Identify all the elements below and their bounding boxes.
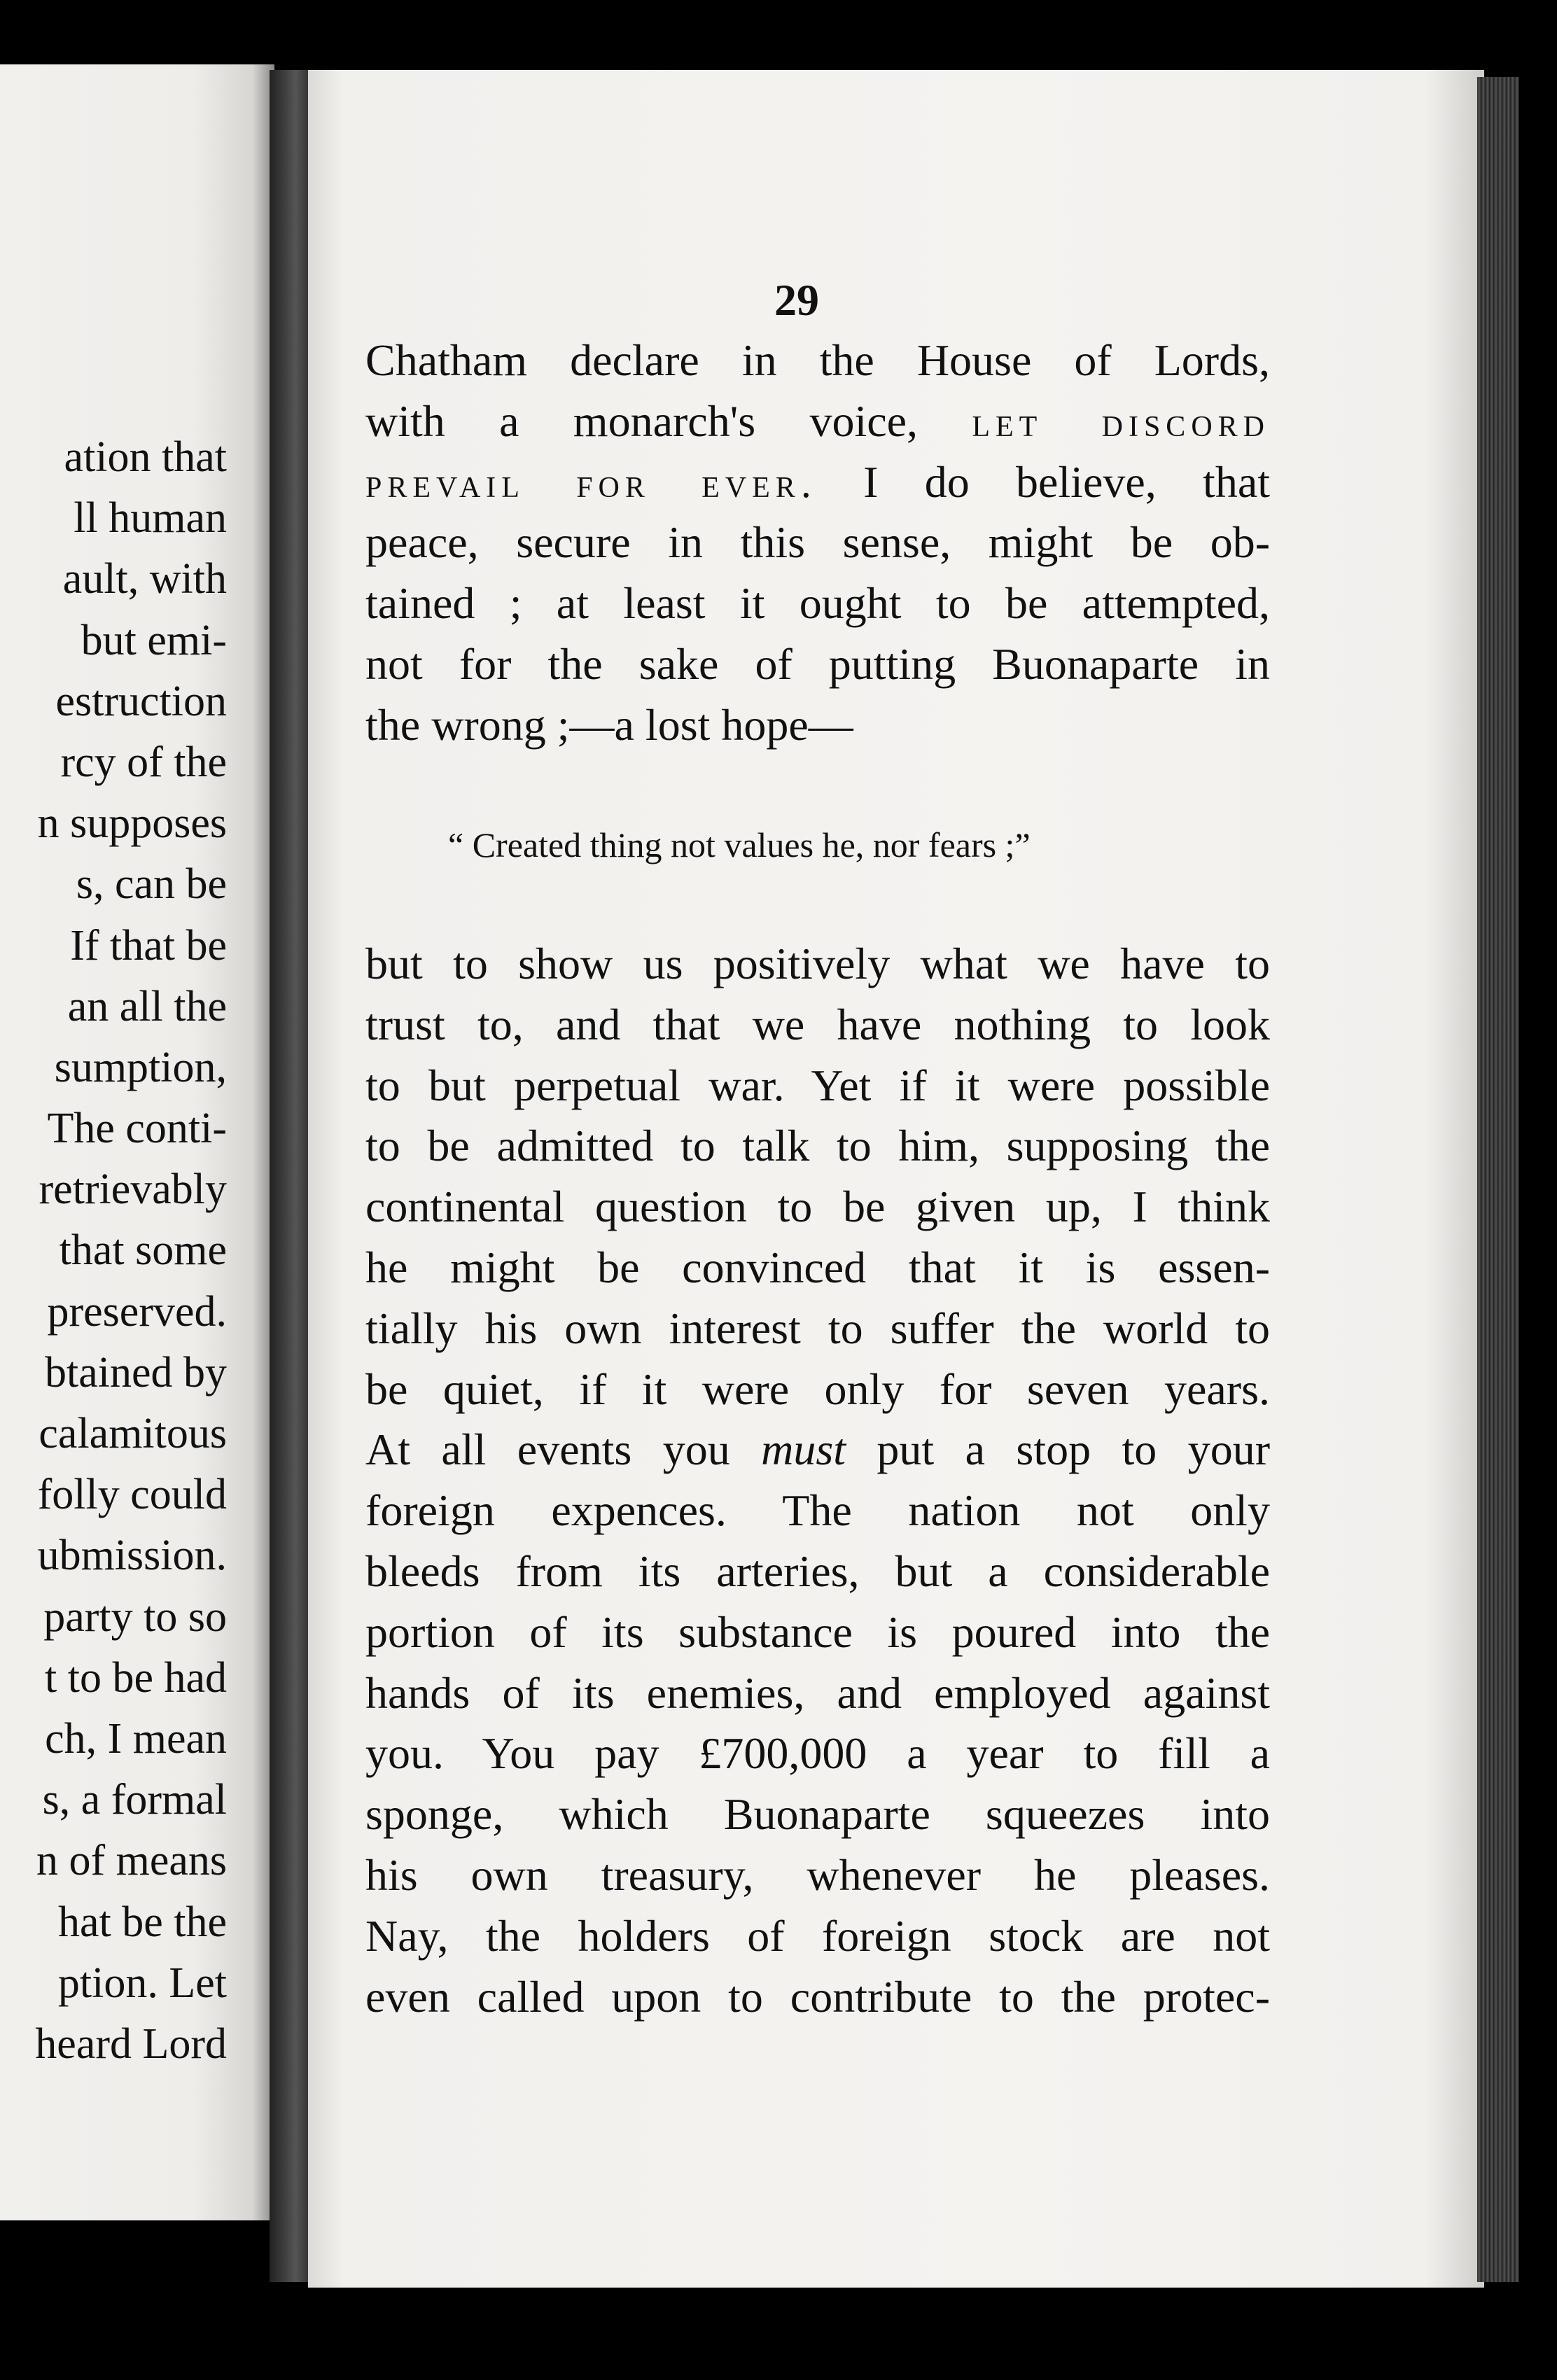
text-line: he might be convinced that it is essen- (365, 1242, 1270, 1292)
text-line: Chatham declare in the House of Lords, (365, 335, 1270, 385)
left-line: The conti- (47, 1105, 227, 1153)
text-line: sponge, which Buonaparte squeezes into (365, 1789, 1270, 1840)
paragraph-1 (365, 330, 1270, 756)
text-span: I do believe, that (863, 456, 1270, 507)
text-line: you. You pay £700,000 a year to fill a (365, 1728, 1270, 1779)
text-line: tially his own interest to suffer the world to (365, 1303, 1270, 1353)
left-line: rcy of the (60, 738, 227, 786)
text-line: bleeds from its arteries, but a considerable (365, 1546, 1270, 1596)
text-line: not for the sake of putting Buonaparte in (365, 638, 1270, 689)
text-line: continental question to be given up, I think (365, 1182, 1270, 1232)
text-line: tained ; at least it ought to be attempted, (365, 578, 1270, 629)
left-line: retrievably (39, 1166, 227, 1214)
left-page (0, 64, 274, 2220)
page-number: 29 (774, 275, 819, 325)
left-line: n of means (36, 1837, 227, 1885)
small-caps-text: prevail for ever. (365, 459, 817, 506)
left-line: party to so (43, 1592, 227, 1641)
left-line: preserved. (47, 1287, 227, 1336)
text-line: his own treasury, whenever he pleases. (365, 1849, 1270, 1900)
left-line: that some (59, 1226, 227, 1275)
left-line: ll human (74, 494, 227, 542)
text-line: be quiet, if it were only for seven years. (365, 1364, 1270, 1414)
text-line (365, 391, 1270, 452)
left-line: folly could (37, 1471, 227, 1519)
small-caps-text: let discord (972, 398, 1270, 445)
left-line: If that be (70, 921, 227, 969)
left-page-text (0, 427, 227, 2075)
text-span: put a stop to your (877, 1424, 1270, 1475)
verse-quote: “ Created thing not values he, nor fears ;” (448, 825, 1031, 864)
text-line: peace, secure in this sense, might be ob- (365, 517, 1270, 568)
text-line: but to show us positively what we have to (365, 939, 1270, 988)
text-line: foreign expences. The nation not only (365, 1485, 1270, 1536)
left-line: btained by (45, 1348, 227, 1396)
left-line: an all the (67, 982, 227, 1030)
text-line: trust to, and that we have nothing to look (365, 999, 1270, 1049)
text-line: hands of its enemies, and employed against (365, 1667, 1270, 1718)
text-line: the wrong ;—a lost hope— (365, 699, 853, 750)
left-line: ubmission. (37, 1532, 227, 1580)
left-line: heard Lord (35, 2019, 227, 2068)
left-line: estruction (55, 677, 227, 725)
text-span: with a monarch's voice, (365, 396, 919, 446)
text-line (365, 452, 1270, 513)
text-line: to but perpetual war. Yet if it were possible (365, 1060, 1270, 1110)
paragraph-2 (365, 934, 1270, 2027)
text-line: Nay, the holders of foreign stock are not (365, 1910, 1270, 1961)
text-line: portion of its substance is poured into the (365, 1606, 1270, 1657)
italic-text: must (761, 1424, 846, 1475)
left-line: ption. Let (57, 1959, 227, 2007)
left-line: n supposes (37, 799, 227, 848)
text-line (365, 1420, 1270, 1480)
left-line: but emi- (81, 616, 227, 664)
left-line: s, a formal (42, 1776, 227, 1824)
left-line: ation that (64, 433, 227, 481)
left-line: hat be the (57, 1898, 227, 1946)
text-line: even called upon to contribute to the protec- (365, 1971, 1270, 2022)
left-line: ch, I mean (45, 1714, 227, 1763)
left-line: calamitous (39, 1410, 227, 1457)
left-line: sumption, (54, 1043, 227, 1091)
text-line: to be admitted to talk to him, supposing the (365, 1121, 1270, 1171)
page-edge (1477, 77, 1519, 2282)
text-span: At all events you (365, 1424, 730, 1475)
left-line: t to be had (45, 1653, 227, 1702)
left-line: s, can be (76, 860, 227, 909)
book-gutter (270, 70, 313, 2282)
left-line: ault, with (62, 555, 227, 603)
